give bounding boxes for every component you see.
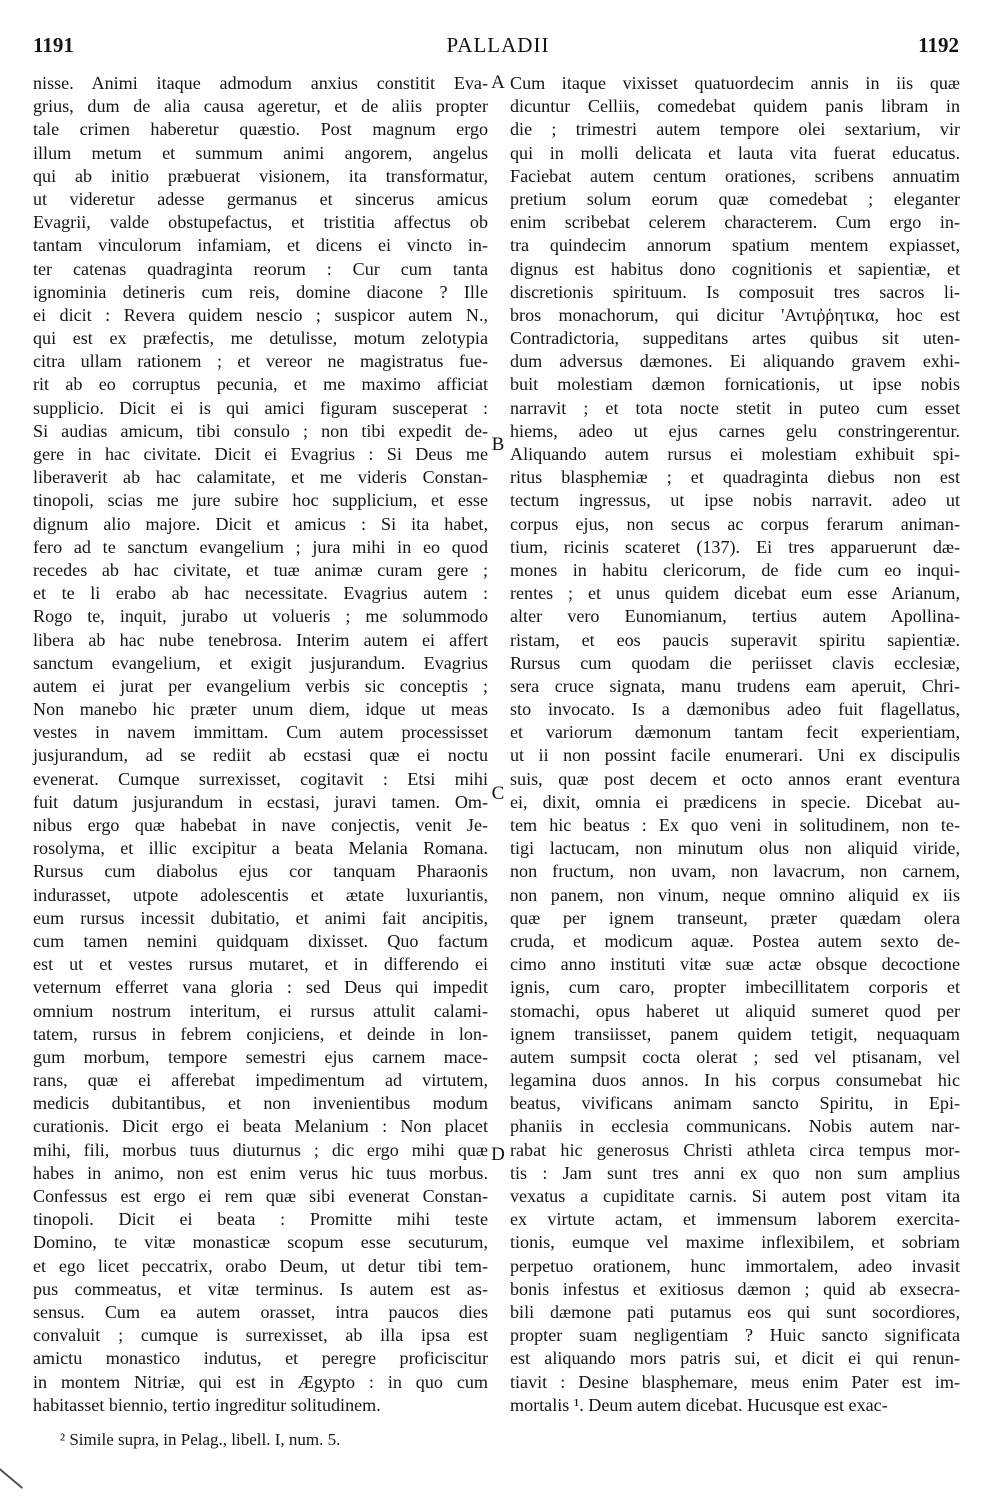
text-line: dignus est habitus dono cognitionis et sapientiæ, et [510,258,960,279]
text-line: hiems, adeo ut ejus carnes gelu constringerentur. [510,420,960,441]
text-line: Cum itaque vixisset quatuordecim annis in iis quæ [510,73,960,93]
text-line: tale crimen haberetur quæstio. Post magnum ergo [33,119,488,140]
text-line: beatus, vivificans animam sancto Spiritu, in Epi- [510,1093,960,1114]
text-line: stomachi, opus haberet ut aliquid sumeret quod per [510,1000,960,1021]
section-marker-d: D [491,1144,505,1165]
text-line: Si audias amicum, tibi consulo ; non tibi expedit de- [33,420,488,441]
text-line: medicis dubitantibus, et non invenientibus modum [33,1093,488,1114]
text-line: evenerat. Cumque surrexisset, cogitavit : Etsi mihi [33,768,488,789]
page-number-right: 1192 [918,33,959,57]
text-line: et te li erabo ab hac necessitate. Evagrius autem : [33,583,488,604]
text-line: Rogo te, inquit, jurabo ut volueris ; me solummodo [33,606,488,627]
text-line: ter catenas quadraginta reorum : Cur cum tanta [33,258,488,279]
text-line: Contradictoria, suppeditans artes quibus sit uten- [510,328,960,349]
text-line: rentes ; et unus quidem dicebat eum esse Arianum, [510,583,960,604]
page-number-left: 1191 [33,33,74,57]
text-line: quæ per ignem transeunt, præter quædam olera [510,907,960,928]
text-line: supplicio. Dicit ei is qui amici figuram susceperat : [33,397,488,418]
text-line: grius, dum de alia causa ageretur, et de aliis propter [33,96,488,117]
text-line: ei dicit : Revera quidem nescio ; suspicor autem N., [33,304,488,325]
text-line: ignis, cum caro, propter imbecillitatem corporis et [510,977,960,998]
text-line: non fructum, non uvam, non lavacrum, non carnem, [510,861,960,882]
scan-artifact-line [0,1468,23,1489]
text-line: tantam vinculorum infamiam, et dicens ei vincto in- [33,235,488,256]
text-line: ex virtute actam, et immensum laborem exercita- [510,1209,960,1230]
text-line: narravit ; et tota nocte stetit in puteo cum esset [510,397,960,418]
text-line: est ut et vestes rursus mutaret, et in differendo ei [33,954,488,975]
text-line: buit molestiam dæmon fornicationis, ut ipse nobis [510,374,960,395]
text-line: illum metum et summum animi angorem, angelus [33,142,488,163]
text-line: enim scribebat celerem characterem. Cum ergo in- [510,212,960,233]
text-line: gere in hac civitate. Dicit ei Evagrius : Si Deus me [33,444,488,464]
text-line: veternum efferret vana gloria : sed Deus qui impedit [33,977,488,998]
text-line: legamina duos annos. In his corpus consumebat hic [510,1070,960,1091]
text-line: qui in molli delicata et lauta vita fuerat educatus. [510,142,960,163]
text-line: mortalis ¹. Deum autem dicebat. Hucusque est exac- [510,1394,888,1415]
text-line: Confessus est ergo ei rem quæ sibi evenerat Constan- [33,1186,488,1206]
text-line: sera cruce signata, manu trudens eam aperuit, Chri- [510,675,960,696]
text-line: ignominia detineris cum reis, domine diacone ? Ille [33,281,488,302]
text-line: Rursus cum quodam die periisset clavis ecclesiæ, [510,652,960,673]
text-line: bros monachorum, qui dicitur 'Αντιῤῥητικα, hoc est [510,304,960,325]
text-line: phaniis in ecclesia communicans. Nobis autem nar- [510,1116,960,1137]
text-line: gum morbum, tempore semestri ejus carnem mace- [33,1046,488,1067]
text-line: dignum alio majore. Dicit et amicus : Si ita habet, [33,513,488,534]
text-line: ritus blasphemiæ ; et quadraginta diebus non est [510,467,960,488]
text-line: amictu monastico indutus, et peregre proficiscitur [33,1348,488,1369]
text-line: jusjurandum, ad se rediit ab ecstasi quæ ei noctu [33,745,488,766]
text-line: sanctum evangelium, et exigit jusjurandum. Evagrius [33,652,488,673]
text-line: sensus. Cum ea autem orasset, intra paucos dies [33,1301,488,1322]
text-line: ignem transiisset, panem quidem tetigit, nequaquam [510,1023,960,1044]
text-line: rit ab eo corruptus pecunia, et me maximo afficiat [33,374,488,395]
text-line: alter vero Eunomianum, tertius autem Apollina- [510,606,960,627]
text-line: et ego licet peccatrix, orabo Deum, ut detur tibi tem- [33,1255,488,1276]
text-line: tionis, eumque vel maxime inflexibilem, et sobriam [510,1232,960,1253]
text-line: mihi, fili, morbus tuus diuturnus ; dic ergo mihi quæ [33,1139,488,1160]
text-line: convaluit ; cumque is surrexisset, ab illa ipsa est [33,1325,488,1346]
text-line: bonis infestus et exitiosus dæmon ; quid ab exsecra- [510,1278,960,1299]
text-line: bili dæmone pati putamus eos qui sunt socordiores, [510,1301,960,1322]
text-line: tium, ricinis scateret (137). Ei tres apparuerunt dæ- [510,536,960,557]
text-line: in montem Nitriæ, qui est in Ægypto : in quo cum [33,1371,488,1392]
footnote: ² Simile supra, in Pelag., libell. I, num. 5. [60,1430,341,1449]
text-line: Faciebat autem centum orationes, scribens annuatim [510,165,960,186]
text-line: ei, dixit, omnia ei prædicens in specie. Dicebat au- [510,791,960,812]
left-column [33,72,488,1417]
text-line: tiavit : Desine blasphemare, meus enim Pater est im- [510,1371,960,1392]
text-line: tatem, rursus in febrem conjiciens, et deinde in lon- [33,1023,488,1044]
text-line: cruda, et modicum aquæ. Postea autem sexto de- [510,930,960,951]
text-line: libera ab hac nube tenebrosa. Interim autem ei affert [33,629,488,650]
text-line: non panem, non vinum, neque omnino aliquid ex iis [510,884,960,905]
text-line: autem sumpsit cocta olerat ; sed vel ptisanam, vel [510,1046,960,1067]
text-line: curationis. Dicit ergo ei beata Melanium : Non placet [33,1116,488,1137]
text-line: propter suam negligentiam ? Huic sancto significata [510,1325,960,1346]
text-line: et variorum dæmonum tantam fecit experientiam, [510,722,960,743]
text-line: dum adversus dæmones. Ei aliquando gravem exhi- [510,351,960,372]
right-column [510,72,960,1417]
text-line: vexatus a cupiditate carnis. Si autem post vitam ita [510,1186,960,1206]
text-line: rosolyma, et illic excipitur a beata Melania Romana. [33,838,488,859]
text-line: indurasset, utpote adolescentis et ætate luxuriantis, [33,884,488,905]
text-line: Evagrii, valde obstupefactus, et tristitia affectus ob [33,212,488,233]
text-line: habitasset biennio, tertio ingreditur solitudinem. [33,1394,381,1415]
text-line: est aliquando mors patris sui, et dicit ei qui renun- [510,1348,960,1369]
text-line: eum rursus incessit dubitatio, et animi fait ancipitis, [33,907,488,928]
text-line: Aliquando autem rursus ei molestiam exhibuit spi- [510,444,960,464]
text-line: citra ullam rationem ; et vereor ne magistratus fue- [33,351,488,372]
section-marker-b: B [491,434,505,455]
running-title: PALLADII [446,33,550,57]
text-line: cum tamen nemini quidquam dixisset. Quo factum [33,930,488,951]
text-line: die ; trimestri autem tempore olei sextarium, vir [510,119,960,140]
text-line: qui ab initio præbuerat visionem, ita transformatur, [33,165,488,186]
text-line: tectum ingressus, ut ipse nobis narravit. adeo ut [510,490,960,511]
text-line: ristam, et eos paucis superavit spiritu sapientiæ. [510,629,960,650]
text-line: recedes ab hac civitate, et tuæ animæ curam gere ; [33,559,488,580]
text-line: habes in animo, non est enim verus hic tuus morbus. [33,1162,488,1183]
text-line: corpus ejus, non secus ac corpus ferarum animan- [510,513,960,534]
text-line: sto invocato. Is a dæmonibus adeo fuit flagellatus, [510,699,960,720]
text-line: tis : Jam sunt tres anni ex quo non sum amplius [510,1162,960,1183]
text-line: tinopoli. Dicit ei beata : Promitte mihi teste [33,1209,488,1230]
text-line: pus commeatus, et vitæ terminus. Is autem est as- [33,1278,488,1299]
text-line: fero ad te sanctum evangelium ; jura mihi in eo quod [33,536,488,557]
text-line: mones in habitu clericorum, de fide cum eo inqui- [510,559,960,580]
text-line: omnium nostrum interitum, ei rursus attulit calami- [33,1000,488,1021]
text-line: Rursus cum diabolus ejus cor tanquam Pharaonis [33,861,488,882]
text-line: nisse. Animi itaque admodum anxius constitit Eva- [33,73,488,93]
text-line: Domino, te vitæ monasticæ scopum esse secuturum, [33,1232,488,1253]
text-line: qui est ex præfectis, me detulisse, motum zelotypia [33,328,488,349]
text-line: vestes in navem immittam. Cum autem processisset [33,722,488,743]
text-line: suis, quæ post decem et octo annos erant eventura [510,768,960,789]
text-line: nibus ergo quæ habebat in nave conjectis, venit Je- [33,815,488,835]
text-line: perpetuo orationem, hunc immortalem, adeo invasit [510,1255,960,1276]
section-marker-a: A [491,72,505,93]
text-line: ut videretur adesse germanus et sincerus amicus [33,188,488,209]
text-line: ut ii non possint facile enumerari. Uni ex discipulis [510,745,960,766]
text-line: tra quindecim annorum spatium mentem expiasset, [510,235,960,256]
text-line: dicuntur Celliis, comedebat quidem panis libram in [510,96,960,117]
text-line: autem ei jurat per evangelium verbis sic conceptis ; [33,675,488,696]
text-line: fuit datum jusjurandum in ecstasi, juravi tamen. Om- [33,791,488,812]
text-line: liberaverit ab hac calamitate, et me videris Constan- [33,467,488,488]
text-line: tinopoli, scias me jure subire hoc supplicium, et esse [33,490,488,511]
text-line: Non manebo hic præter unum diem, idque ut meas [33,699,488,720]
text-line: pretium solum eorum quæ comedebat ; eleganter [510,188,960,209]
text-line: tem hic beatus : Ex quo veni in solitudinem, non te- [510,815,960,835]
text-line: discretionis spirituum. Is composuit tres sacros li- [510,281,960,302]
text-line: cimo anno instituti vitæ suæ actæ obsque decoctione [510,954,960,975]
text-line: tigi lactucam, non minutum olus non aliquid viride, [510,838,960,859]
section-marker-c: C [491,783,505,804]
text-line: rabat hic generosus Christi athleta circa tempus mor- [510,1139,960,1160]
page-header [0,33,996,63]
text-line: rans, quæ ei afferebat impedimentum ad virtutem, [33,1070,488,1091]
